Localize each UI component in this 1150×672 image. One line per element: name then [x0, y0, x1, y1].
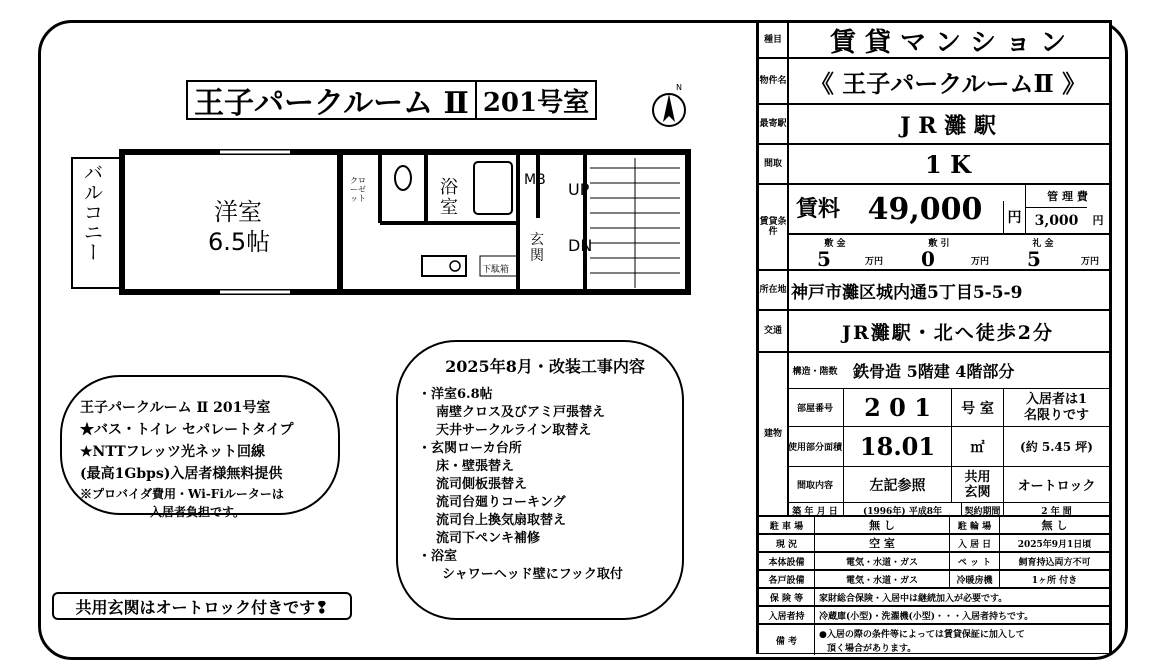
autolock-value: オートロック [1003, 467, 1109, 503]
mb-label: MB [524, 172, 546, 188]
type-label: 種目 [759, 23, 789, 57]
room-number-label: 部屋番号 [787, 389, 843, 427]
north-arrow-icon [650, 82, 688, 130]
renovation-item: 南壁クロス及びアミ戸張替え [436, 405, 606, 420]
station-value: J R 灘 駅 [900, 112, 996, 139]
status-value: 空 室 [869, 537, 895, 550]
page-title [186, 80, 597, 120]
bath-label: 浴室 [440, 177, 458, 218]
parking-value: 無 し [869, 519, 895, 532]
plan-label: 間取内容 [787, 467, 843, 503]
row-rent [759, 185, 1109, 271]
deduct-value: 0 [921, 247, 935, 271]
mgmt-fee-label: 管 理 費 [1025, 185, 1109, 207]
tenant-items-label: 入居者持 [759, 607, 815, 623]
renovation-item: 天井サークルライン取替え [436, 423, 592, 438]
layout-value: 1 K [925, 149, 971, 179]
stair-down-label: DN [568, 236, 593, 255]
rent-label: 賃料 [795, 195, 840, 222]
address-label: 所在地 [759, 271, 789, 309]
closet-label: クローゼット [350, 176, 366, 203]
renovation-item: ・浴室 [418, 549, 458, 564]
row-status [759, 535, 1109, 553]
area-tsubo: (約 5.45 坪) [1003, 427, 1109, 467]
row-property [759, 59, 1109, 105]
features-line: ★NTTフレッツ光ネット回線 [80, 444, 265, 460]
room-number-unit: 号 室 [951, 389, 1003, 427]
entrance-label: 玄関 [530, 232, 544, 264]
mgmt-fee-value: 3,000 [1025, 207, 1087, 233]
deduct-unit: 万円 [970, 256, 989, 267]
room-number: 201号室 [482, 87, 590, 118]
utilities-value: 電気・水道・ガス [845, 557, 918, 568]
row-remarks [759, 625, 1109, 655]
room-number-value: 2 0 1 [843, 389, 951, 427]
remarks-label: 備 考 [759, 625, 815, 655]
renovation-item: ・玄関ローカ台所 [418, 441, 522, 456]
row-access [759, 311, 1109, 353]
renovation-item: ・洋室6.8帖 [418, 387, 493, 402]
row-insurance [759, 589, 1109, 607]
move-in-value: 2025年9月1日頃 [999, 535, 1109, 551]
room-name-label: 洋室 [214, 198, 262, 226]
occupancy-limit: 入居者は1名限りです [1003, 389, 1109, 427]
autolock-notice: 共用玄関はオートロック付きです❢ [52, 592, 352, 620]
unit-equipment-value: 電気・水道・ガス [845, 575, 918, 586]
contract-label: 契約期間 [961, 503, 1003, 517]
built-label: 築 年 月 日 [792, 506, 838, 517]
renovation-item: シャワーヘッド壁にフック取付 [442, 567, 623, 582]
balcony-label: バルコニー [80, 162, 104, 262]
row-type [759, 23, 1109, 59]
row-parking [759, 517, 1109, 535]
title-divider [475, 80, 477, 120]
tenant-items-value: 冷蔵庫(小型)・洗濯機(小型)・・・入居者持ちです。 [819, 611, 1034, 622]
row-layout [759, 145, 1109, 185]
building-label: 建物 [759, 353, 789, 515]
deposit-unit: 万円 [864, 256, 883, 267]
deduct-label: 敷 引 [928, 238, 950, 249]
key-money-label: 礼 金 [1032, 238, 1054, 249]
row-address [759, 271, 1109, 311]
bike-parking-label: 駐 輪 場 [949, 517, 999, 533]
unit-equipment-label: 各戸設備 [759, 571, 815, 587]
key-money-unit: 万円 [1080, 256, 1099, 267]
utilities-label: 本体設備 [759, 553, 815, 569]
shoebox-label: 下駄箱 [482, 265, 510, 275]
property-value: 《 王子パークルームⅡ 》 [809, 68, 1087, 98]
layout-label: 間取 [759, 145, 789, 183]
row-tenant-items [759, 607, 1109, 625]
type-value: 賃 貸 マ ン シ ョ ン [829, 27, 1067, 58]
air-conditioner-value: 1ヶ所 付き [999, 571, 1109, 587]
conditions-label: 賃貸条件 [759, 185, 789, 269]
renovation-item: 流司下ペンキ補修 [436, 531, 541, 546]
built-value: (1996年) 平成8年 [843, 503, 961, 517]
bike-parking-value: 無 し [999, 517, 1109, 533]
parking-label: 駐 車 場 [759, 517, 815, 533]
area-unit: ㎡ [951, 427, 1003, 467]
shared-entrance: 共用玄関 [951, 467, 1003, 503]
property-info-table [756, 20, 1112, 654]
features-line: 王子パークルーム Ⅱ 201号室 [80, 400, 271, 416]
rent-unit: 円 [1003, 201, 1025, 233]
area-value: 18.01 [843, 427, 951, 467]
features-note: ※プロバイダ費用・Wi-Fiルーターは [80, 487, 284, 501]
structure-label: 構造・階数 [787, 353, 843, 389]
features-line: ★バス・トイレ セパレートタイプ [80, 422, 294, 438]
structure-value: 鉄骨造 5階建 4階部分 [843, 353, 1109, 389]
renovation-item: 流司台上換気扇取替え [436, 513, 567, 528]
remarks-line-1: ●入居の際の条件等によっては賃貸保証に加入して [819, 629, 1025, 640]
features-bubble [60, 375, 340, 519]
insurance-label: 保 険 等 [759, 589, 815, 605]
area-label: 使用部分面積 [787, 427, 843, 467]
renovation-title: 2025年8月・改装工事内容 [445, 357, 645, 376]
deposit-label: 敷 金 [824, 238, 846, 249]
renovation-item: 流司側板張替え [436, 477, 528, 492]
room-size-label: 6.5帖 [208, 228, 271, 256]
pet-label: ペ ッ ト [949, 553, 999, 569]
deposit-value: 5 [817, 247, 831, 271]
access-value: JR灘駅・北へ徒歩2分 [841, 321, 1054, 344]
property-label: 物件名 [759, 59, 789, 103]
svg-text:N: N [676, 83, 682, 92]
rent-value: 49,000 [867, 191, 983, 227]
property-name: 王子パークルーム Ⅱ [194, 86, 469, 121]
plan-value: 左記参照 [843, 467, 951, 503]
renovation-item: 床・壁張替え [436, 459, 515, 474]
row-utilities [759, 553, 1109, 571]
key-money-value: 5 [1027, 247, 1041, 271]
row-building [759, 353, 1109, 517]
insurance-value: 家財総合保険・入居中は継続加入が必要です。 [819, 593, 1008, 604]
station-label: 最寄駅 [759, 105, 789, 143]
features-line: (最高1Gbps)入居者様無料提供 [80, 466, 283, 482]
renovation-bubble [396, 340, 684, 620]
access-label: 交通 [759, 311, 789, 351]
floor-plan [70, 148, 710, 298]
features-note: 入居者負担です。 [150, 505, 246, 519]
status-label: 現 況 [759, 535, 815, 551]
pet-value: 飼育持込両方不可 [999, 553, 1109, 569]
mgmt-fee-unit: 円 [1092, 214, 1104, 227]
stair-up-label: UP [568, 180, 590, 199]
move-in-label: 入 居 日 [949, 535, 999, 551]
row-station [759, 105, 1109, 145]
air-conditioner-label: 冷暖房機 [949, 571, 999, 587]
contract-value: 2 年 間 [1003, 503, 1109, 517]
address-value: 神戸市灘区城内通5丁目5-5-9 [791, 282, 1023, 303]
remarks-line-2: 頂く場合があります。 [827, 643, 917, 654]
row-unit-equipment [759, 571, 1109, 589]
renovation-item: 流司台廻りコーキング [436, 495, 566, 510]
